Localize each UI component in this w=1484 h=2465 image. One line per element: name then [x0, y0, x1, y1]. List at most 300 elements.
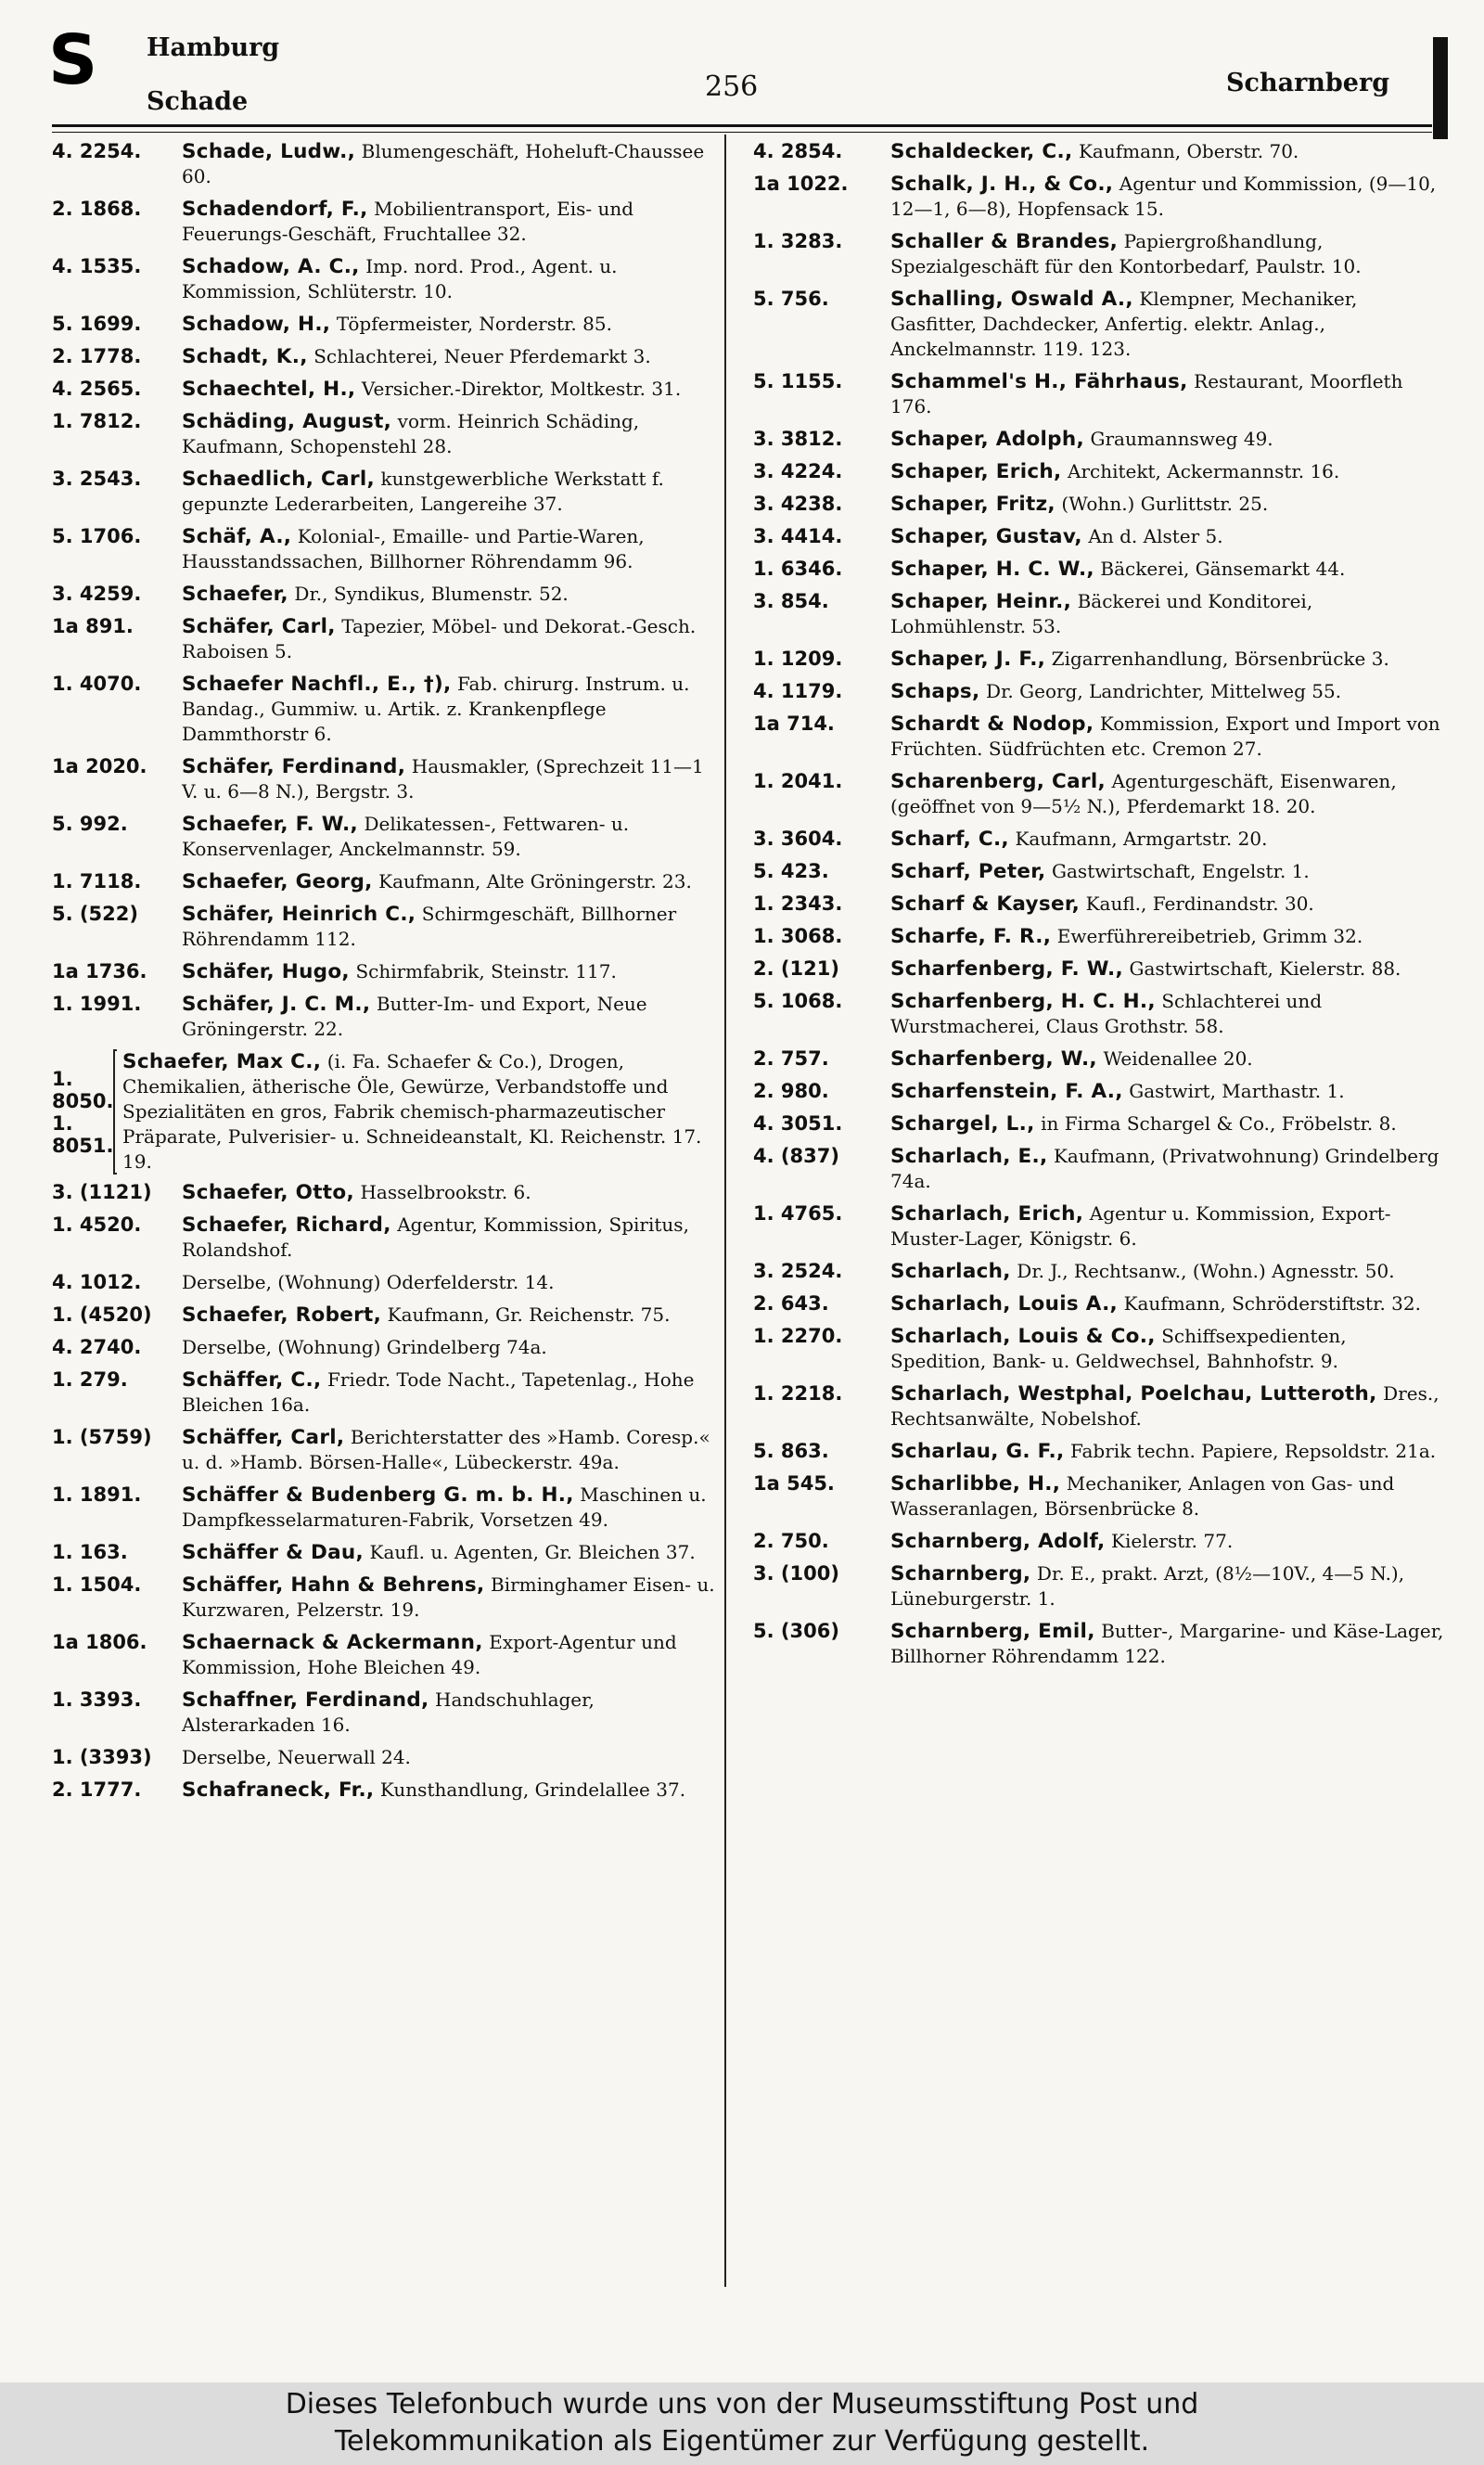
entry-desc: Schirmfabrik, Steinstr. 117. [355, 960, 617, 982]
entry-body [890, 892, 1447, 917]
directory-entry [52, 524, 720, 574]
directory-entry [753, 287, 1447, 362]
entry-desc: kunstgewerbliche Werkstatt f. gepunzte Lederarbeiten, Langereihe 37. [182, 468, 664, 515]
entry-name: Schaefer, F. W., [182, 813, 358, 836]
entry-name: Schaper, J. F., [890, 648, 1046, 671]
left-entries-bottom [52, 1180, 720, 1803]
entry-body [890, 1619, 1447, 1669]
entry-name: Schaefer, Georg, [182, 870, 373, 893]
directory-entry [52, 1213, 720, 1263]
phone-number: 3. 2543. [52, 468, 142, 490]
entry-body [890, 1291, 1447, 1316]
entry-body [890, 1529, 1447, 1554]
directory-entry [52, 1745, 720, 1770]
page-header [0, 0, 1484, 139]
entry-body [182, 254, 720, 304]
directory-entry [753, 459, 1447, 484]
entry-desc: in Firma Schargel & Co., Fröbelstr. 8. [1041, 1112, 1397, 1135]
phone-number: 5. 1068. [753, 990, 843, 1012]
phone-number: 1a 545. [753, 1472, 835, 1495]
entry-name: Scharlach, Westphal, Poelchau, Lutteroth, [890, 1382, 1377, 1406]
entry-name: Schaffner, Ferdinand, [182, 1688, 429, 1712]
phone-number: 1a 1806. [52, 1631, 147, 1653]
entry-desc: Birminghamer Eisen- u. Kurzwaren, Pelzerstr. 19. [182, 1573, 715, 1621]
bracket-entry [52, 1049, 720, 1175]
entry-desc: Schirmgeschäft, Billhorner Röhrendamm 112. [182, 903, 677, 950]
phone-number: 1. 2218. [753, 1382, 843, 1405]
entry-desc: vorm. Heinrich Schäding, Kaufmann, Schopenstehl 28. [182, 410, 640, 457]
entry-body [182, 869, 720, 894]
phone-number: 5. 756. [753, 288, 829, 310]
phone-number: 1. 1991. [52, 993, 142, 1015]
entry-body [890, 1111, 1447, 1136]
phone-number: 3. (100) [753, 1562, 839, 1585]
directory-entry [52, 1688, 720, 1738]
entry-body [182, 1540, 720, 1565]
phone-number: 3. 4259. [52, 583, 142, 605]
phone-number: 1. 1891. [52, 1483, 142, 1506]
directory-entry [52, 1270, 720, 1295]
phone-number: 1. 4520. [52, 1213, 142, 1236]
entry-body [890, 139, 1447, 164]
phone-number: 1. 4765. [753, 1202, 843, 1225]
directory-entry [753, 1259, 1447, 1284]
directory-entry [52, 902, 720, 952]
entry-body [182, 812, 720, 862]
phone-number: 1a 714. [753, 713, 835, 735]
directory-entry [753, 924, 1447, 949]
phone-number: 2. 750. [753, 1530, 829, 1552]
entry-body [182, 992, 720, 1042]
entry-desc: Kaufmann, Gr. Reichenstr. 75. [387, 1303, 671, 1326]
directory-entry [52, 672, 720, 747]
entry-name: Schäding, August, [182, 410, 392, 433]
entry-desc: Kolonial-, Emaille- und Partie-Waren, Hausstandssachen, Billhorner Röhrendamm 96. [182, 525, 645, 572]
phone-number: 1. 1504. [52, 1573, 142, 1596]
entry-name: Schaller & Brandes, [890, 230, 1119, 253]
entry-desc: Kaufl., Ferdinandstr. 30. [1085, 892, 1314, 915]
phone-number: 2. 1868. [52, 198, 142, 220]
entry-desc: Hasselbrookstr. 6. [360, 1181, 531, 1203]
phone-number: 4. 2565. [52, 378, 142, 400]
header-rule-thin [52, 132, 1432, 133]
page-edge-mark [1433, 37, 1448, 139]
entry-desc: Fabrik techn. Papiere, Repsoldstr. 21a. [1069, 1440, 1437, 1462]
entry-body [890, 1046, 1447, 1072]
entry-desc: Maschinen u. Dampfkesselarmaturen-Fabrik, Vorsetzen 49. [182, 1483, 707, 1531]
entry-body [182, 1745, 720, 1770]
entry-desc: Export-Agentur und Kommission, Hohe Bleichen 49. [182, 1631, 677, 1678]
entry-desc: Dr. J., Rechtsanw., (Wohn.) Agnesstr. 50. [1017, 1260, 1395, 1282]
entry-desc: Derselbe, Neuerwall 24. [182, 1746, 411, 1768]
directory-entry [52, 1303, 720, 1328]
phone-number: 1. 8051. [52, 1111, 114, 1157]
directory-entry [52, 582, 720, 607]
entry-body [182, 344, 720, 369]
entry-desc: Gastwirtschaft, Engelstr. 1. [1052, 860, 1310, 882]
phone-number: 1. 3393. [52, 1688, 142, 1711]
entry-name: Schäfer, Carl, [182, 615, 336, 638]
entry-body [890, 989, 1447, 1039]
entry-body [890, 1561, 1447, 1611]
directory-entry [52, 614, 720, 664]
entry-body [182, 1778, 720, 1803]
entry-desc: Berichterstatter des »Hamb. Coresp.« u. d. »Hamb. Börsen-Halle«, Lübeckerstr. 49a. [182, 1426, 710, 1473]
entry-desc: Kielerstr. 77. [1111, 1530, 1234, 1552]
entry-name: Scharf & Kayser, [890, 892, 1081, 916]
entry-body [182, 524, 720, 574]
entry-desc: Agentur und Kommission, (9—10, 12—1, 6—8), Hopfensack 15. [890, 173, 1437, 220]
entry-body [890, 679, 1447, 704]
entry-desc: Fab. chirurg. Instrum. u. Bandag., Gummiw. u. Artik. z. Krankenpflege Dammthorstr 6. [182, 673, 690, 745]
entry-desc: Agentur, Kommission, Spiritus, Rolandshof. [182, 1213, 689, 1261]
entry-desc: Töpfermeister, Norderstr. 85. [336, 313, 612, 335]
directory-entry [52, 409, 720, 459]
phone-number: 2. 757. [753, 1047, 829, 1070]
entry-name: Scharnberg, Emil, [890, 1620, 1095, 1643]
directory-entry [753, 172, 1447, 222]
entry-name: Scharfenberg, W., [890, 1047, 1097, 1071]
entry-name: Schaper, Erich, [890, 460, 1062, 483]
header-city: Hamburg [147, 33, 280, 62]
phone-number: 4. 2740. [52, 1336, 142, 1358]
entry-desc: Tapezier, Möbel- und Dekorat.-Gesch. Raboisen 5. [182, 615, 697, 662]
entry-name: Schaefer, Robert, [182, 1303, 382, 1327]
directory-entry [753, 229, 1447, 279]
entry-name: Schaernack & Ackermann, [182, 1631, 483, 1654]
phone-number: 3. 854. [753, 590, 829, 612]
entry-desc: Versicher.-Direktor, Moltkestr. 31. [361, 378, 682, 400]
entry-name: Schäffer, Carl, [182, 1426, 345, 1449]
phone-number: 5. (522) [52, 903, 138, 925]
phone-number: 3. 4224. [753, 460, 843, 482]
entry-body [890, 1324, 1447, 1374]
entry-name: Scharenberg, Carl, [890, 770, 1106, 793]
entry-name: Schade, Ludw., [182, 140, 356, 163]
entry-name: Schäfer, Hugo, [182, 960, 350, 983]
entry-name: Scharfenstein, F. A., [890, 1080, 1123, 1103]
directory-entry [753, 647, 1447, 672]
entry-name: Scharlach, Louis & Co., [890, 1325, 1156, 1348]
entry-desc: Blumengeschäft, Hoheluft-Chaussee 60. [182, 140, 705, 187]
entry-name: Scharf, C., [890, 828, 1009, 851]
entry-name: Scharfenberg, F. W., [890, 957, 1123, 981]
phone-number: 4. 1535. [52, 255, 142, 277]
entry-desc: Schlachterei und Wurstmacherei, Claus Grothstr. 58. [890, 990, 1323, 1037]
entry-name: Schaefer, [182, 583, 288, 606]
entry-desc: Kaufmann, Oberstr. 70. [1078, 140, 1299, 162]
phone-number: 1. 7118. [52, 870, 142, 892]
entry-name: Schaefer Nachfl., E., †), [182, 673, 452, 696]
entry-body [182, 614, 720, 664]
directory-entry [52, 1540, 720, 1565]
entry-desc: Kaufl. u. Agenten, Gr. Bleichen 37. [369, 1541, 696, 1563]
entry-body [890, 1079, 1447, 1104]
entry-desc: (i. Fa. Schaefer & Co.), Drogen, Chemikalien, ätherische Öle, Gewürze, Verbandstoffe und Spezialitäten en gros, Fabrik chemisch-pharmazeutischer Präparate, Pulverisier- u. Schneideanstalt, Kl. Reichenstr. 17. 19. [122, 1050, 702, 1173]
entry-name: Schadow, A. C., [182, 255, 360, 278]
entry-body [182, 1213, 720, 1263]
directory-entry [52, 992, 720, 1042]
entry-desc: Schiffsexpedienten, Spedition, Bank- u. Geldwechsel, Bahnhofstr. 9. [890, 1325, 1347, 1372]
directory-entry [52, 377, 720, 402]
directory-entry [52, 197, 720, 247]
left-entries-top [52, 139, 720, 1042]
phone-number: 1a 2020. [52, 755, 147, 777]
entry-name: Schäffer, Hahn & Behrens, [182, 1573, 485, 1597]
entry-name: Schargel, L., [890, 1112, 1035, 1136]
entry-name: Scharlibbe, H., [890, 1472, 1061, 1496]
directory-entry [52, 1367, 720, 1418]
directory-entry [753, 1144, 1447, 1194]
entry-desc: Derselbe, (Wohnung) Oderfelderstr. 14. [182, 1271, 555, 1293]
entry-body [182, 467, 720, 517]
right-entries [753, 139, 1447, 1669]
phone-number: 2. 1777. [52, 1778, 142, 1801]
header-first-entry: Schade [147, 87, 249, 116]
entry-desc: Klempner, Mechaniker, Gasfitter, Dachdecker, Anfertig. elektr. Anlag., Anckelmannstr. 119. 123. [890, 288, 1358, 360]
entry-body [890, 956, 1447, 982]
entry-name: Schäffer & Budenberg G. m. b. H., [182, 1483, 574, 1507]
entry-desc: Gastwirtschaft, Kielerstr. 88. [1129, 957, 1401, 980]
directory-entry [52, 812, 720, 862]
phone-number: 3. 2524. [753, 1260, 843, 1282]
entry-name: Scharlach, [890, 1260, 1011, 1283]
entry-body [182, 1483, 720, 1533]
entry-body [890, 1381, 1447, 1431]
entry-name: Schardt & Nodop, [890, 713, 1094, 736]
entry-body [890, 769, 1447, 819]
entry-desc: Bäckerei, Gänsemarkt 44. [1100, 558, 1346, 580]
entry-body [182, 902, 720, 952]
entry-desc: Dres., Rechtsanwälte, Nobelshof. [890, 1382, 1439, 1430]
entry-body [182, 1270, 720, 1295]
right-column [753, 139, 1447, 1676]
entry-body [890, 287, 1447, 362]
directory-entry [753, 769, 1447, 819]
entry-desc: Kaufmann, Armgartstr. 20. [1015, 828, 1268, 850]
footer-line-1: Dieses Telefonbuch wurde uns von der Museumsstiftung Post und [285, 2388, 1199, 2420]
footer-notice [0, 2382, 1484, 2465]
entry-body [890, 557, 1447, 582]
directory-entry [52, 754, 720, 804]
entry-body [890, 229, 1447, 279]
directory-entry [753, 524, 1447, 549]
entry-name: Schäf, A., [182, 525, 292, 548]
entry-body [182, 139, 720, 189]
entry-body [890, 172, 1447, 222]
phone-number: 1a 1736. [52, 960, 147, 982]
directory-entry [753, 956, 1447, 982]
entry-desc: Graumannsweg 49. [1090, 428, 1273, 450]
phone-number: 1. 4070. [52, 673, 142, 695]
left-column [52, 139, 720, 1810]
entry-body [182, 1630, 720, 1680]
phone-number: 2. (121) [753, 957, 839, 980]
directory-entry [753, 712, 1447, 762]
entry-desc: Kommission, Export und Import von Früchten. Südfrüchten etc. Cremon 27. [890, 713, 1440, 760]
entry-body [890, 1259, 1447, 1284]
phone-number: 4. 1179. [753, 680, 843, 702]
entry-name: Schalk, J. H., & Co., [890, 173, 1114, 196]
directory-entry [753, 1046, 1447, 1072]
entry-body [890, 492, 1447, 517]
entry-body [890, 1439, 1447, 1464]
entry-body [890, 1144, 1447, 1194]
entry-name: Schaldecker, C., [890, 140, 1073, 163]
phone-number: 2. 643. [753, 1292, 829, 1315]
directory-entry [52, 312, 720, 337]
entry-name: Schaper, Adolph, [890, 428, 1084, 451]
entry-desc: Gastwirt, Marthastr. 1. [1129, 1080, 1345, 1102]
phone-number: 4. 3051. [753, 1112, 843, 1135]
directory-entry [52, 1778, 720, 1803]
directory-entry [753, 1291, 1447, 1316]
entry-body [890, 427, 1447, 452]
entry-desc: Dr. E., prakt. Arzt, (8½—10V., 4—5 N.), Lüneburgerstr. 1. [890, 1562, 1405, 1610]
directory-entry [753, 679, 1447, 704]
entry-body [890, 369, 1447, 419]
directory-entry [753, 557, 1447, 582]
directory-entry [753, 989, 1447, 1039]
entry-desc: Papiergroßhandlung, Spezialgeschäft für den Kontorbedarf, Paulstr. 10. [890, 230, 1362, 277]
entry-desc: Schlachterei, Neuer Pferdemarkt 3. [313, 345, 651, 367]
directory-entry [753, 1471, 1447, 1521]
directory-entry [753, 1381, 1447, 1431]
entry-desc: Dr., Syndikus, Blumenstr. 52. [294, 583, 569, 605]
header-rule [52, 124, 1432, 127]
directory-entry [52, 959, 720, 984]
phone-number: 1. 2270. [753, 1325, 843, 1347]
entry-desc: Butter-, Margarine- und Käse-Lager, Billhorner Röhrendamm 122. [890, 1620, 1444, 1667]
entry-body [890, 827, 1447, 852]
entry-body [182, 672, 720, 747]
entry-name: Scharlau, G. F., [890, 1440, 1065, 1463]
entry-body [890, 459, 1447, 484]
entry-name: Schaper, H. C. W., [890, 558, 1094, 581]
entry-body [890, 1471, 1447, 1521]
phone-number: 1. 3068. [753, 925, 843, 947]
directory-entry [753, 1619, 1447, 1669]
directory-entry [52, 1573, 720, 1623]
entry-name: Schaefer, Richard, [182, 1213, 391, 1237]
directory-entry [753, 1439, 1447, 1464]
entry-name: Scharlach, Erich, [890, 1202, 1084, 1226]
entry-desc: Architekt, Ackermannstr. 16. [1068, 460, 1340, 482]
entry-name: Schaper, Fritz, [890, 493, 1055, 516]
phone-number: 5. 863. [753, 1440, 829, 1462]
entry-name: Schaechtel, H., [182, 378, 356, 401]
entry-desc: Handschuhlager, Alsterarkaden 16. [182, 1688, 595, 1736]
entry-desc: Ewerführereibetrieb, Grimm 32. [1056, 925, 1363, 947]
entry-name: Schammel's H., Fährhaus, [890, 370, 1188, 393]
phone-number: 1. 1209. [753, 648, 843, 670]
phone-number: 1. (4520) [52, 1303, 152, 1326]
phone-number: 1. 7812. [52, 410, 142, 432]
phone-number: 4. 1012. [52, 1271, 142, 1293]
phone-number: 2. 1778. [52, 345, 142, 367]
entry-desc: (Wohn.) Gurlittstr. 25. [1061, 493, 1269, 515]
directory-entry [52, 467, 720, 517]
entry-body [182, 1367, 720, 1418]
phone-number: 1. (3393) [52, 1746, 152, 1768]
entry-body [890, 647, 1447, 672]
entry-body [182, 1573, 720, 1623]
directory-entry [753, 859, 1447, 884]
entry-name: Schäfer, J. C. M., [182, 993, 371, 1016]
entry-body [182, 1303, 720, 1328]
entry-name: Scharnberg, Adolf, [890, 1530, 1106, 1553]
entry-desc: Weidenallee 20. [1103, 1047, 1253, 1070]
phone-number: 1. 6346. [753, 558, 843, 580]
entry-name: Schaper, Gustav, [890, 525, 1082, 548]
phone-number: 5. 1155. [753, 370, 843, 392]
section-letter: S [48, 20, 98, 100]
phone-number: 4. (837) [753, 1145, 839, 1167]
entry-name: Schafraneck, Fr., [182, 1778, 375, 1802]
phone-number: 3. (1121) [52, 1181, 152, 1203]
directory-entry [753, 492, 1447, 517]
phone-number: 1a 1022. [753, 173, 849, 195]
entry-desc: Mechaniker, Anlagen von Gas- und Wasseranlagen, Börsenbrücke 8. [890, 1472, 1395, 1520]
phone-number: 1. 163. [52, 1541, 128, 1563]
phone-number: 1. 2343. [753, 892, 843, 915]
entry-name: Schalling, Oswald A., [890, 288, 1133, 311]
phone-number: 1. (5759) [52, 1426, 152, 1448]
entry-name: Scharlach, E., [890, 1145, 1048, 1168]
directory-entry [753, 589, 1447, 639]
entry-body [182, 754, 720, 804]
entry-name: Schäffer, C., [182, 1368, 322, 1392]
directory-entry [753, 827, 1447, 852]
phone-number: 2. 980. [753, 1080, 829, 1102]
entry-name: Scharnberg, [890, 1562, 1031, 1586]
header-last-entry: Scharnberg [1226, 69, 1390, 97]
directory-entry [52, 254, 720, 304]
phone-number: 5. 992. [52, 813, 128, 835]
entry-name: Schadendorf, F., [182, 198, 368, 221]
directory-entry [52, 344, 720, 369]
directory-entry [753, 1561, 1447, 1611]
entry-body [890, 859, 1447, 884]
entry-desc: Kaufmann, Schröderstiftstr. 32. [1123, 1292, 1421, 1315]
entry-desc: Hausmakler, (Sprechzeit 11—1 V. u. 6—8 N.), Bergstr. 3. [182, 755, 704, 802]
phone-number: 3. 3604. [753, 828, 843, 850]
bracket-line [113, 1049, 117, 1175]
entry-body [890, 589, 1447, 639]
entry-desc: Mobilientransport, Eis- und Feuerungs-Geschäft, Fruchtallee 32. [182, 198, 634, 245]
entry-body [890, 712, 1447, 762]
entry-body [182, 312, 720, 337]
directory-entry [753, 139, 1447, 164]
entry-body [182, 582, 720, 607]
entry-body [182, 1335, 720, 1360]
directory-entry [52, 1180, 720, 1205]
column-divider [724, 135, 726, 2287]
entry-name: Schaps, [890, 680, 980, 703]
entry-desc: Agenturgeschäft, Eisenwaren, (geöffnet von 9—5½ N.), Pferdemarkt 18. 20. [890, 770, 1397, 817]
directory-entry [52, 139, 720, 189]
phone-number: 5. (306) [753, 1620, 839, 1642]
entry-name: Schäffer & Dau, [182, 1541, 364, 1564]
entry-desc: Kaufmann, Alte Gröningerstr. 23. [378, 870, 692, 892]
entry-desc: Agentur u. Kommission, Export-Muster-Lager, Königstr. 6. [890, 1202, 1391, 1250]
entry-body [890, 924, 1447, 949]
entry-name: Scharlach, Louis A., [890, 1292, 1119, 1316]
directory-entry [753, 1529, 1447, 1554]
directory-entry [52, 1483, 720, 1533]
phone-number: 4. 2254. [52, 140, 142, 162]
directory-entry [753, 1079, 1447, 1104]
